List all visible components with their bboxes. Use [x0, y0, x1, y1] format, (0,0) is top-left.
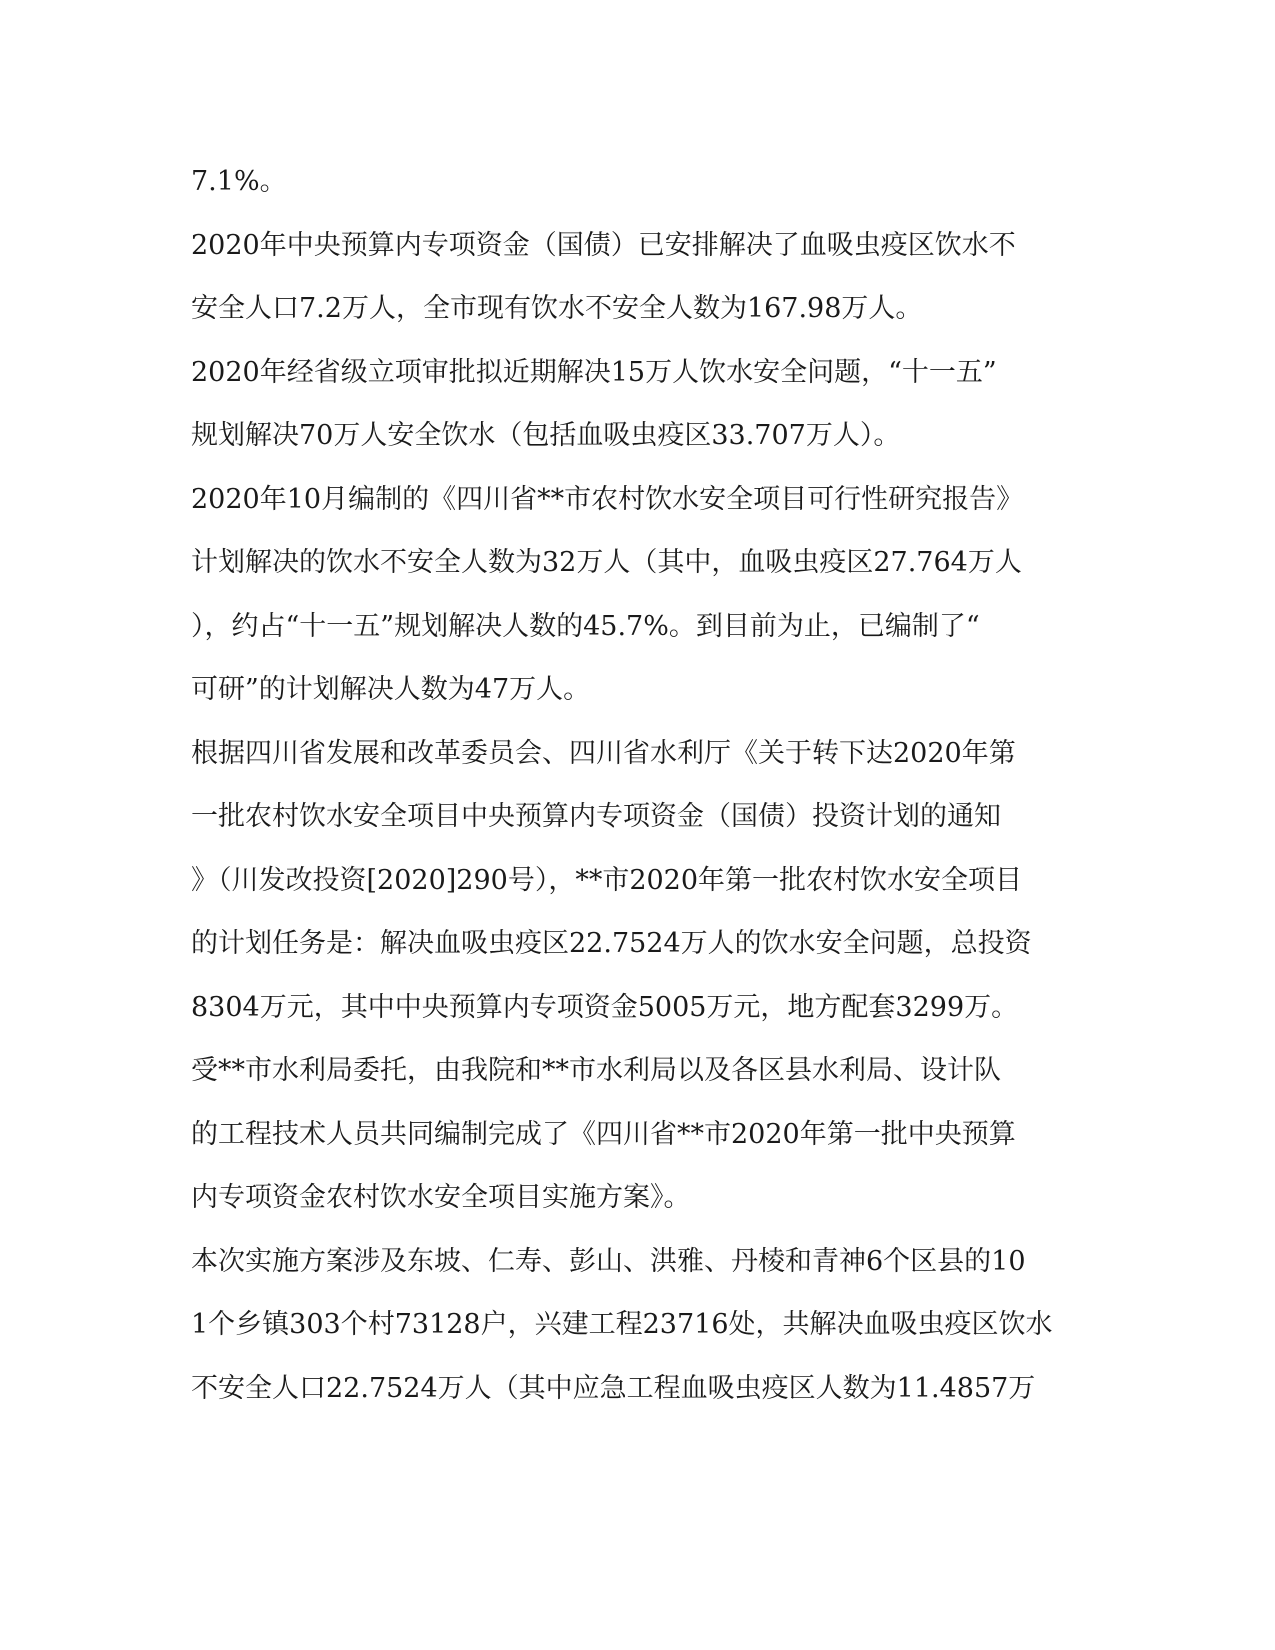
- text-line: 2020年10月编制的《四川省**市农村饮水安全项目可行性研究报告》: [191, 483, 1024, 515]
- text-line: 规划解决70万人安全饮水（包括血吸虫疫区33.707万人）。: [191, 420, 901, 451]
- text-line: 1个乡镇303个村73128户，兴建工程23716处，共解决血吸虫疫区饮水: [191, 1309, 1053, 1340]
- text-line: 可研”的计划解决人数为47万人。: [191, 674, 591, 705]
- text-line: 7.1%。: [191, 166, 287, 197]
- text-line: 受**市水利局委托，由我院和**市水利局以及各区县水利局、设计队: [191, 1055, 1001, 1086]
- text-line: 一批农村饮水安全项目中央预算内专项资金（国债）投资计划的通知: [191, 801, 1001, 832]
- text-line: ），约占“十一五”规划解决人数的45.7%。到目前为止，已编制了“: [191, 610, 980, 642]
- text-line: 不安全人口22.7524万人（其中应急工程血吸虫疫区人数为11.4857万: [191, 1372, 1036, 1404]
- text-line: 安全人口7.2万人，全市现有饮水不安全人数为167.98万人。: [191, 293, 923, 324]
- text-line: 的计划任务是：解决血吸虫疫区22.7524万人的饮水安全问题，总投资: [191, 928, 1032, 959]
- text-line: 》（川发改投资[2020]290号），**市2020年第一批农村饮水安全项目: [191, 864, 1023, 896]
- text-line: 计划解决的饮水不安全人数为32万人（其中，血吸虫疫区27.764万人: [191, 547, 1022, 578]
- text-line: 8304万元，其中中央预算内专项资金5005万元，地方配套3299万。: [191, 991, 1019, 1023]
- text-line: 2020年经省级立项审批拟近期解决15万人饮水安全问题，“十一五”: [191, 356, 997, 388]
- text-line: 的工程技术人员共同编制完成了《四川省**市2020年第一批中央预算: [191, 1118, 1016, 1150]
- text-line: 2020年中央预算内专项资金（国债）已安排解决了血吸虫疫区饮水不: [191, 229, 1016, 261]
- text-line: 本次实施方案涉及东坡、仁寿、彭山、洪雅、丹棱和青神6个区县的10: [191, 1245, 1026, 1277]
- text-line: 根据四川省发展和改革委员会、四川省水利厅《关于转下达2020年第: [191, 737, 1016, 769]
- document-body: [191, 150, 1081, 1420]
- text-line: 内专项资金农村饮水安全项目实施方案》。: [191, 1182, 691, 1213]
